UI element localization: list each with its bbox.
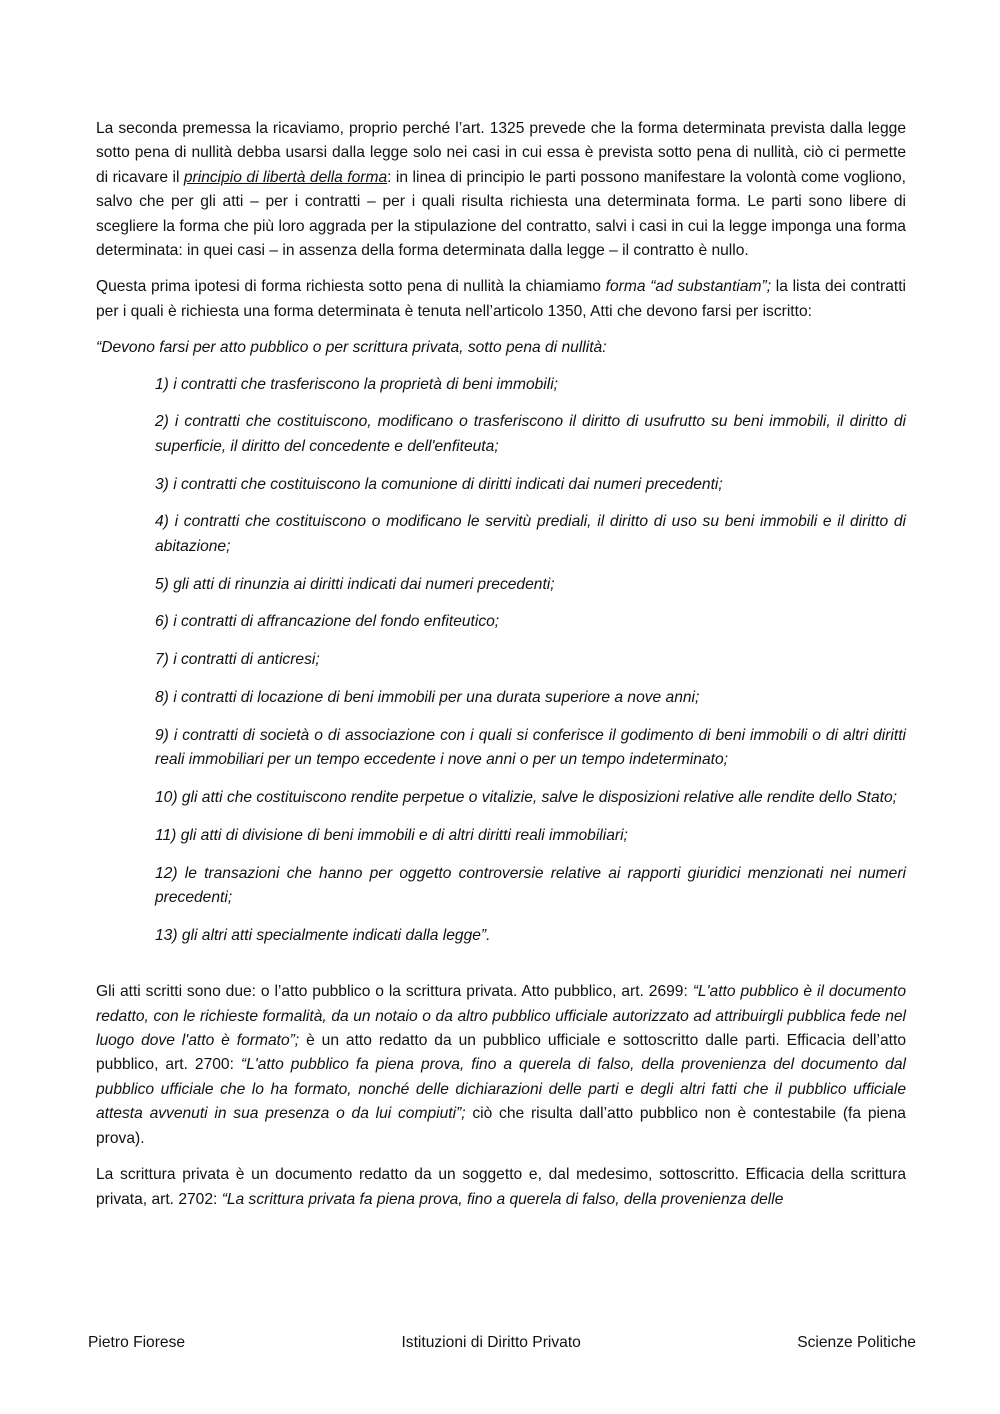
list-item: 3) i contratti che costituiscono la comunione di diritti indicati dai numeri precedenti; bbox=[155, 475, 723, 493]
list-item: 12) le transazioni che hanno per oggetto controversie relative ai rapporti giuridici menzionati nei numeri precedenti; bbox=[155, 864, 906, 907]
quote-art-2699: “L'atto pubblico è il documento redatto, con le richieste formalità, da un notaio o da altro pubblico ufficiale autorizzato ad attribuirgli pubblica fede nel luogo dove l'atto è formato”; bbox=[96, 983, 906, 1050]
italic-term: forma “ad substantiam”; bbox=[605, 278, 772, 296]
paragraph-atti-scritti bbox=[96, 980, 906, 1151]
text-run: Questa prima ipotesi di forma richiesta sotto pena di nullità la chiamiamo bbox=[96, 278, 606, 296]
paragraph-scrittura-privata bbox=[96, 1163, 906, 1212]
document-body bbox=[96, 117, 906, 1224]
list-item: 6) i contratti di affrancazione del fondo enfiteutico; bbox=[155, 613, 500, 631]
list-item: 1) i contratti che trasferiscono la proprietà di beni immobili; bbox=[155, 375, 559, 393]
list-item: 8) i contratti di locazione di beni immobili per una durata superiore a nove anni; bbox=[155, 689, 700, 707]
text-run: La seconda premessa la ricaviamo, proprio perché l’art. 1325 prevede che la forma determinata prevista dalla legge sotto pena di nullità debba usarsi dalla legge solo nei casi in cui essa è prevista sotto pena di nullità, ciò ci permette di ricavare il bbox=[96, 120, 906, 186]
list-item: 10) gli atti che costituiscono rendite perpetue o vitalizie, salve le disposizioni relative alle rendite dello Stato; bbox=[155, 789, 897, 807]
text-run: è un atto redatto da un pubblico ufficiale e sottoscritto dalle parti. Efficacia dell’atto pubblico, art. 2700: bbox=[96, 1032, 906, 1074]
underlined-term: principio di libertà della forma bbox=[183, 168, 388, 186]
list-item: 4) i contratti che costituiscono o modificano le servitù prediali, il diritto di uso su beni immobili e il diritto di abitazione; bbox=[155, 513, 906, 555]
list-item: 7) i contratti di anticresi; bbox=[155, 651, 320, 669]
quote-intro: “Devono farsi per atto pubblico o per scrittura privata, sotto pena di nullità: bbox=[96, 339, 607, 357]
paragraph-forma-liberta bbox=[96, 117, 906, 263]
list-item: 9) i contratti di società o di associazione con i quali si conferisce il godimento di beni immobili o di altri diritti reali immobiliari per un tempo eccedente i nove anni o per un tempo indeterminato; bbox=[155, 726, 906, 769]
text-run: ciò che risulta dall’atto pubblico non è contestabile (fa piena prova). bbox=[96, 1105, 906, 1147]
text-run: Gli atti scritti sono due: o l’atto pubblico o la scrittura privata. Atto pubblico, art. 2699: bbox=[96, 983, 693, 1001]
list-item: 2) i contratti che costituiscono, modificano o trasferiscono il diritto di usufrutto su beni immobili, il diritto di superficie, il diritto del concedente e dell'enfiteuta; bbox=[155, 413, 906, 455]
text-run: La scrittura privata è un documento redatto da un soggetto e, dal medesimo, sottoscritto. Efficacia della scrittura privata, art. 2702: bbox=[96, 1166, 906, 1208]
list-item: 5) gli atti di rinunzia ai diritti indicati dai numeri precedenti; bbox=[155, 575, 555, 593]
page-footer bbox=[88, 1334, 916, 1352]
footer-author: Pietro Fiorese bbox=[88, 1334, 186, 1351]
list-item: 13) gli altri atti specialmente indicati dalla legge”. bbox=[155, 926, 491, 944]
footer-faculty: Scienze Politiche bbox=[797, 1334, 916, 1351]
paragraph-ad-substantiam bbox=[96, 275, 906, 324]
text-run: la lista dei contratti per i quali è richiesta una forma determinata è tenuta nell’articolo 1350, Atti che devono farsi per iscritto: bbox=[96, 278, 906, 320]
quote-art-2700: “L'atto pubblico fa piena prova, fino a querela di falso, della provenienza del documento dal pubblico ufficiale che lo ha formato, nonché delle dichiarazioni delle parti e degli altri fatti che il pubblico ufficiale attesta avvenuti in sua presenza o da lui compiuti”; bbox=[96, 1056, 906, 1123]
footer-course: Istituzioni di Diritto Privato bbox=[401, 1334, 581, 1351]
quote-art-2702: “La scrittura privata fa piena prova, fino a querela di falso, della provenienza delle bbox=[221, 1190, 784, 1208]
list-item: 11) gli atti di divisione di beni immobili e di altri diritti reali immobiliari; bbox=[155, 826, 628, 844]
text-run: : in linea di principio le parti possono manifestare la volontà come vogliono, salvo che per gli atti – per i contratti – per i quali risulta richiesta una determinata forma. Le parti sono libere di scegliere la forma che più loro aggrada per la stipulazione del contratto, salvi i casi in cui la legge imponga una forma determinata: in quei casi – in assenza della forma determinata dalla legge – il contratto è nullo. bbox=[96, 168, 906, 260]
article-1350-list bbox=[96, 373, 906, 949]
